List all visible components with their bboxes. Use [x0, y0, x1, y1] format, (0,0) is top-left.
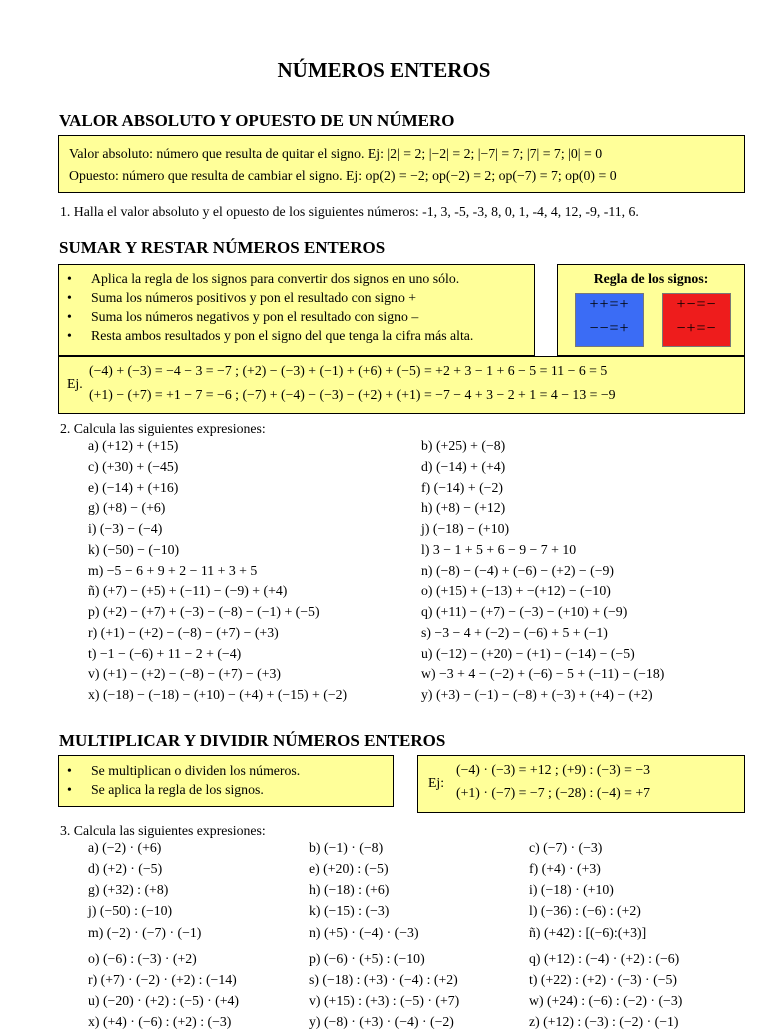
exercise-item: t) −1 − (−6) + 11 − 2 + (−4)	[88, 646, 242, 661]
sign-rule-plus-plus: ++=+	[589, 296, 630, 313]
rule-bullet: • Se multiplican o dividen los números.	[67, 763, 301, 778]
exercise-item: n) (−8) − (−4) + (−6) − (+2) − (−9)	[421, 563, 615, 578]
exercise-item: d) (+2) · (−5)	[88, 861, 163, 876]
exercise-item: i) (−18) · (+10)	[529, 882, 614, 897]
exercise-item: p) (−6) · (+5) : (−10)	[309, 951, 425, 966]
exercise-item: d) (−14) + (+4)	[421, 459, 506, 474]
section-heading-multiply-divide: MULTIPLICAR Y DIVIDIR NÚMEROS ENTEROS	[59, 731, 446, 750]
exercise-item: ñ) (+7) − (+5) + (−11) − (−9) + (+4)	[88, 583, 288, 598]
exercise-item: l) 3 − 1 + 5 + 6 − 9 − 7 + 10	[421, 542, 577, 557]
rules-box	[58, 264, 535, 356]
exercise-item: c) (−7) · (−3)	[529, 840, 603, 855]
example-line: (+1) · (−7) = −7 ; (−28) : (−4) = +7	[456, 785, 651, 800]
page-title: NÚMEROS ENTEROS	[277, 58, 491, 82]
definition-box-absolute-opposite	[58, 135, 745, 193]
exercise-item: j) (−50) : (−10)	[88, 903, 173, 918]
rules-box-multiply	[58, 755, 394, 807]
exercise-2: 2. Calcula las siguientes expresiones:	[60, 421, 266, 436]
exercise-item: f) (−14) + (−2)	[421, 480, 503, 495]
exercise-item: r) (+7) · (−2) · (+2) : (−14)	[88, 972, 237, 987]
sign-rule-minus-plus: −+=−	[676, 320, 717, 337]
exercise-item: w) (+24) : (−6) : (−2) · (−3)	[529, 993, 683, 1008]
exercise-item: q) (+11) − (+7) − (−3) − (+10) + (−9)	[421, 604, 628, 619]
exercise-item: c) (+30) + (−45)	[88, 459, 179, 474]
exercise-item: o) (+15) + (−13) + −(+12) − (−10)	[421, 583, 611, 598]
exercise-item: s) (−18) : (+3) · (−4) : (+2)	[309, 972, 458, 987]
exercise-item: a) (−2) · (+6)	[88, 840, 162, 855]
sign-rule-title: Regla de los signos:	[593, 271, 709, 286]
exercise-item: e) (−14) + (+16)	[88, 480, 179, 495]
sign-rule-positive-block	[575, 293, 644, 347]
exercise-item: b) (−1) · (−8)	[309, 840, 384, 855]
exercise-item: v) (+15) : (+3) : (−5) · (+7)	[309, 993, 460, 1008]
exercise-item: n) (+5) · (−4) · (−3)	[309, 925, 419, 940]
exercise-item: j) (−18) − (+10)	[421, 521, 510, 536]
rule-bullet: • Suma los números positivos y pon el resultado con signo +	[67, 290, 417, 305]
exercise-item: k) (−50) − (−10)	[88, 542, 180, 557]
exercise-item: h) (+8) − (+12)	[421, 500, 506, 515]
exercise-item: r) (+1) − (+2) − (−8) − (+7) − (+3)	[88, 625, 279, 640]
exercise-item: y) (−8) · (+3) · (−4) · (−2)	[309, 1014, 454, 1029]
section-heading-add-subtract: SUMAR Y RESTAR NÚMEROS ENTEROS	[59, 238, 386, 257]
exercise-item: l) (−36) : (−6) : (+2)	[529, 903, 641, 918]
exercise-item: ñ) (+42) : [(−6):(+3)]	[529, 925, 647, 940]
exercise-item: k) (−15) : (−3)	[309, 903, 390, 918]
exercise-1: 1. Halla el valor absoluto y el opuesto de los siguientes números: -1, 3, -5, -3, 8, 0, 1, -4, 4, 12, -9, -11, 6.	[60, 204, 639, 219]
exercise-item: x) (+4) · (−6) : (+2) : (−3)	[88, 1014, 232, 1029]
rule-bullet: • Aplica la regla de los signos para convertir dos signos en uno sólo.	[67, 271, 460, 286]
exercise-item: y) (+3) − (−1) − (−8) + (−3) + (+4) − (+2)	[421, 687, 653, 702]
exercise-item: w) −3 + 4 − (−2) + (−6) − 5 + (−11) − (−18)	[421, 666, 665, 681]
example-line: (−4) · (−3) = +12 ; (+9) : (−3) = −3	[456, 762, 651, 777]
section-heading-absolute-value: VALOR ABSOLUTO Y OPUESTO DE UN NÚMERO	[59, 111, 455, 130]
exercise-item: t) (+22) : (+2) · (−3) · (−5)	[529, 972, 677, 987]
exercise-item: b) (+25) + (−8)	[421, 438, 506, 453]
exercise-item: v) (+1) − (+2) − (−8) − (+7) − (+3)	[88, 666, 282, 681]
exercise-item: x) (−18) − (−18) − (+10) − (+4) + (−15) + (−2)	[88, 687, 348, 702]
exercise-item: m) (−2) · (−7) · (−1)	[88, 925, 202, 940]
exercise-3: 3. Calcula las siguientes expresiones:	[60, 823, 266, 838]
exercise-item: h) (−18) : (+6)	[309, 882, 390, 897]
sign-rule-box	[557, 264, 745, 356]
rule-bullet: • Resta ambos resultados y pon el signo del que tenga la cifra más alta.	[67, 328, 474, 343]
example-line: (−4) + (−3) = −4 − 3 = −7 ; (+2) − (−3) + (−1) + (+6) + (−5) = +2 + 3 − 1 + 6 − 5 = 11 − 6 = 5	[89, 363, 608, 378]
absolute-value-definition: Valor absoluto: número que resulta de quitar el signo. Ej: |2| = 2; |−2| = 2; |−7| = 7; |7| = 7; |0| = 0	[69, 146, 603, 161]
exercise-item: m) −5 − 6 + 9 + 2 − 11 + 3 + 5	[88, 563, 258, 578]
exercise-item: p) (+2) − (+7) + (−3) − (−8) − (−1) + (−5)	[88, 604, 320, 619]
exercise-item: z) (+12) : (−3) : (−2) · (−1)	[529, 1014, 679, 1029]
sign-rule-plus-minus: +−=−	[676, 296, 717, 313]
examples-box-multiply	[417, 755, 745, 813]
exercise-item: o) (−6) : (−3) · (+2)	[88, 951, 197, 966]
rule-bullet: • Se aplica la regla de los signos.	[67, 782, 264, 797]
example-line: (+1) − (+7) = +1 − 7 = −6 ; (−7) + (−4) − (−3) − (+2) + (+1) = −7 − 4 + 3 − 2 + 1 = 4 − 13 = −9	[89, 387, 616, 402]
rule-bullet: • Suma los números negativos y pon el resultado con signo –	[67, 309, 419, 324]
exercise-item: s) −3 − 4 + (−2) − (−6) + 5 + (−1)	[421, 625, 608, 640]
exercise-item: u) (−12) − (+20) − (+1) − (−14) − (−5)	[421, 646, 635, 661]
opposite-definition: Opuesto: número que resulta de cambiar el signo. Ej: op(2) = −2; op(−2) = 2; op(−7) = 7; op(0) = 0	[69, 168, 617, 183]
exercise-item: u) (−20) · (+2) : (−5) · (+4)	[88, 993, 240, 1008]
sign-rule-minus-minus: −−=+	[589, 320, 630, 337]
exercise-item: g) (+32) : (+8)	[88, 882, 169, 897]
exercise-item: i) (−3) − (−4)	[88, 521, 163, 536]
exercise-item: e) (+20) : (−5)	[309, 861, 389, 876]
exercise-item: f) (+4) · (+3)	[529, 861, 601, 876]
exercise-item: g) (+8) − (+6)	[88, 500, 166, 515]
examples-box-add-subtract	[58, 356, 745, 414]
examples-label: Ej:	[428, 775, 445, 790]
exercise-item: q) (+12) : (−4) · (+2) : (−6)	[529, 951, 680, 966]
sign-rule-negative-block	[662, 293, 731, 347]
exercise-item: a) (+12) + (+15)	[88, 438, 179, 453]
examples-label: Ej.	[67, 376, 83, 391]
